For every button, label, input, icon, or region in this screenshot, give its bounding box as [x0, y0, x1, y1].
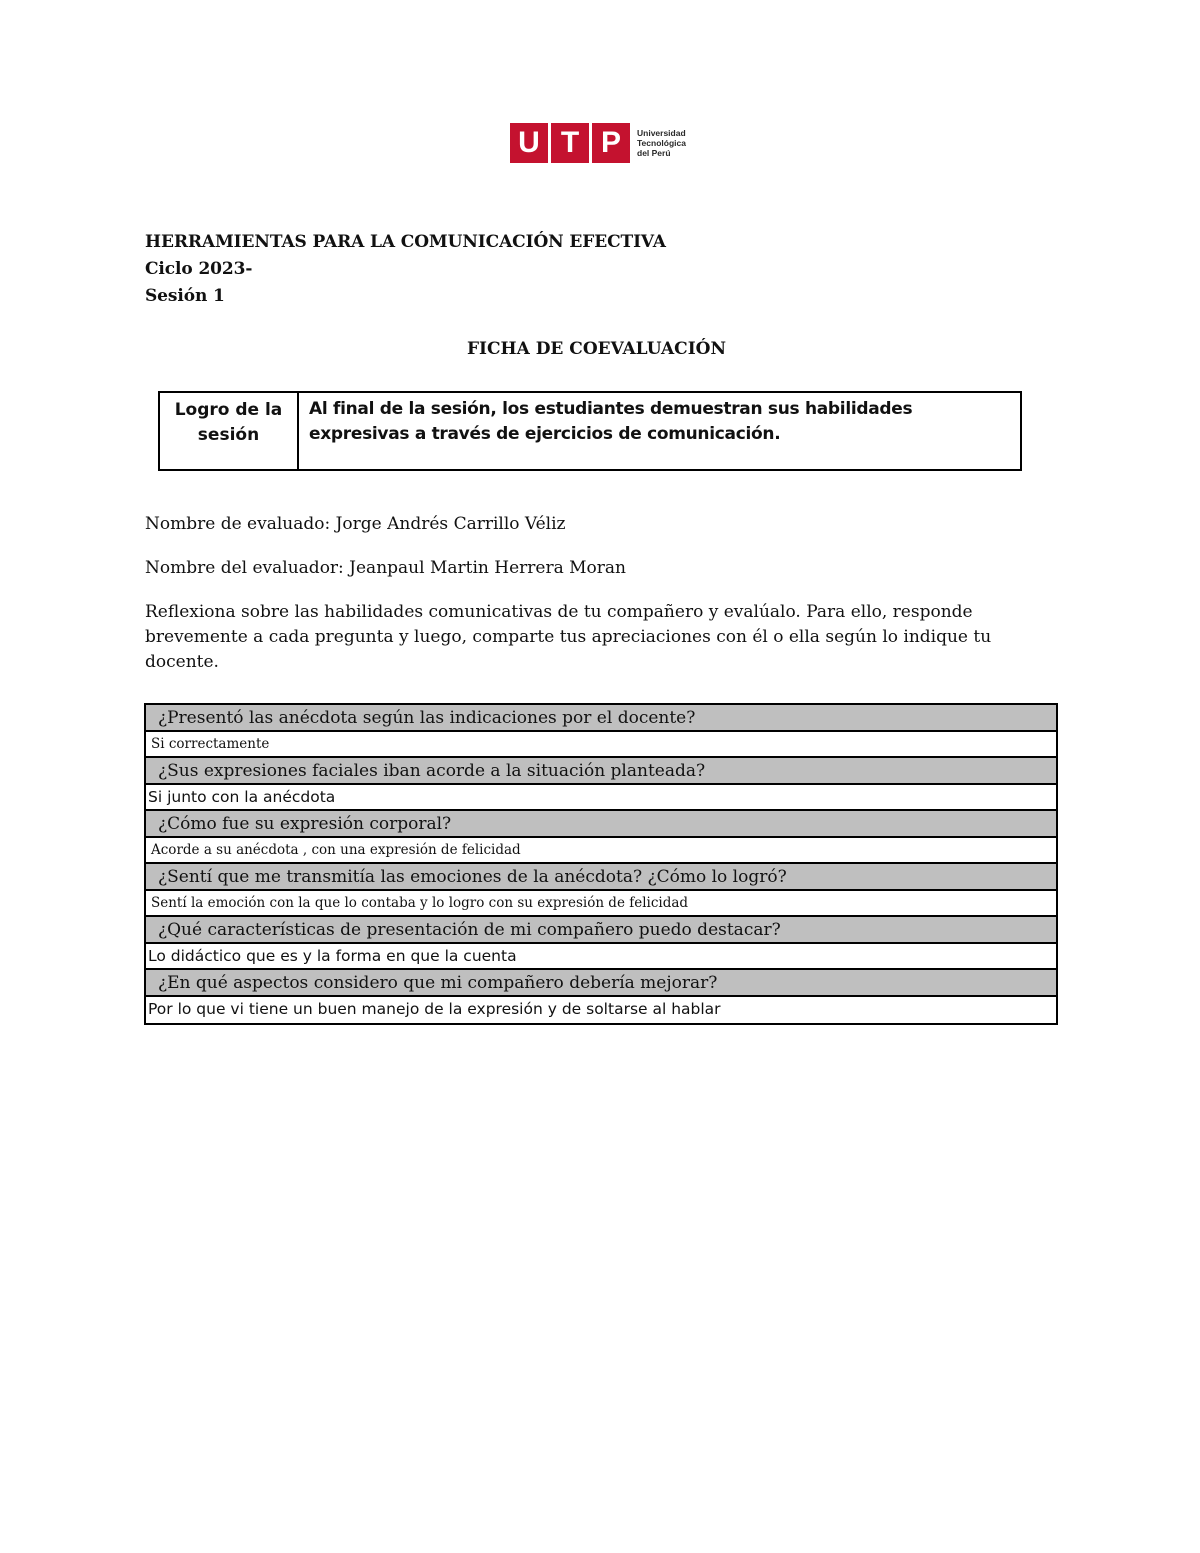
- session-label: Sesión 1: [145, 286, 225, 306]
- page-title: FICHA DE COEVALUACIÓN: [466, 339, 727, 359]
- logro-label: Logro de la sesión: [160, 393, 299, 469]
- answer-row: Acorde a su anécdota , con una expresión de felicidad: [146, 838, 1056, 864]
- answer-row: Por lo que vi tiene un buen manejo de la expresión y de soltarse al hablar: [146, 997, 1056, 1023]
- evaluado-name: Nombre de evaluado: Jorge Andrés Carrillo Véliz: [145, 514, 566, 534]
- logo-wordmark: [637, 128, 707, 158]
- question-row: ¿En qué aspectos considero que mi compañero debería mejorar?: [146, 970, 1056, 997]
- document-header: [145, 229, 666, 310]
- answer-row: Lo didáctico que es y la forma en que la cuenta: [146, 944, 1056, 970]
- logo-text-line: del Perú: [637, 148, 671, 158]
- answer-row: Si junto con la anécdota: [146, 785, 1056, 811]
- answer-row: Si correctamente: [146, 732, 1056, 758]
- utp-logo: [510, 123, 700, 165]
- logo-letter-u: U: [510, 123, 548, 163]
- evaluador-name: Nombre del evaluador: Jeanpaul Martin Herrera Moran: [145, 558, 626, 578]
- question-row: ¿Qué características de presentación de mi compañero puedo destacar?: [146, 917, 1056, 944]
- instructions-paragraph: Reflexiona sobre las habilidades comunicativas de tu compañero y evalúalo. Para ello, responde brevemente a cada pregunta y luego, comparte tus apreciaciones con él o ella según lo indique tu docente.: [145, 602, 992, 672]
- logro-text: Al final de la sesión, los estudiantes demuestran sus habilidades expresivas a través de ejercicios de comunicación.: [309, 399, 913, 444]
- logo-letter-p: P: [592, 123, 630, 163]
- answer-row: Sentí la emoción con la que lo contaba y lo logro con su expresión de felicidad: [146, 891, 1056, 917]
- question-row: ¿Presentó las anécdota según las indicaciones por el docente?: [146, 705, 1056, 732]
- logo-text-line: Tecnológica: [637, 138, 686, 148]
- question-row: ¿Sus expresiones faciales iban acorde a la situación planteada?: [146, 758, 1056, 785]
- coevaluation-table: [144, 703, 1058, 1025]
- cycle-label: Ciclo 2023-: [145, 259, 253, 279]
- course-title: HERRAMIENTAS PARA LA COMUNICACIÓN EFECTIVA: [145, 232, 666, 252]
- logo-text-line: Universidad: [637, 128, 686, 138]
- question-row: ¿Cómo fue su expresión corporal?: [146, 811, 1056, 838]
- logo-letter-t: T: [551, 123, 589, 163]
- logro-table: [158, 391, 1022, 471]
- question-row: ¿Sentí que me transmitía las emociones de la anécdota? ¿Cómo lo logró?: [146, 864, 1056, 891]
